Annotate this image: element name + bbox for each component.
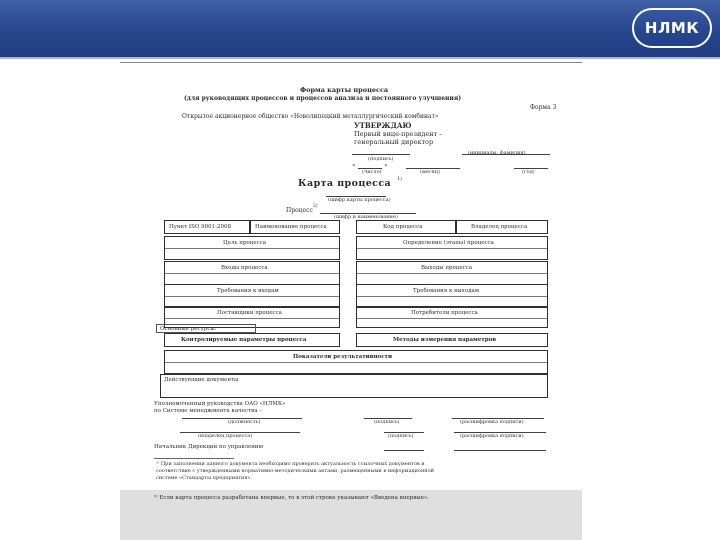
agreed-initials-line xyxy=(454,450,546,451)
header-divider xyxy=(0,57,720,59)
outputs-box xyxy=(356,261,548,285)
consumers-divider xyxy=(357,318,547,319)
approve-label: УТВЕРЖДАЮ xyxy=(354,121,412,130)
owner-signature-caption: (подпись) xyxy=(388,433,414,439)
process-code-header: Код процесса xyxy=(383,224,423,230)
signature-line xyxy=(352,154,410,155)
measure-methods-label: Методы измерения параметров xyxy=(393,337,497,343)
output-reqs-label: Требования к выходам xyxy=(413,288,480,294)
footnote-separator xyxy=(154,458,234,459)
representative-line-1: Уполномоченный руководства ОАО «НЛМК» xyxy=(154,401,286,407)
outputs-label: Выходы процесса xyxy=(421,265,473,271)
date-quote-open: « xyxy=(352,162,356,169)
footnote-2: ²⁾ Если карта процесса разработана впервые, то в этой строке указывают «Введена впервые». xyxy=(154,495,430,501)
process-goal-box xyxy=(164,236,340,260)
inputs-box xyxy=(164,261,340,285)
card-code-caption: (шифр карты процесса) xyxy=(328,197,391,203)
initials-caption: (инициалы, фамилия) xyxy=(468,150,526,156)
rep-post-caption: (должность) xyxy=(228,419,261,425)
controlled-params-box xyxy=(164,333,340,347)
signature-caption: (подпись) xyxy=(368,156,394,162)
approver-line-1: Первый вице-президент – xyxy=(354,130,443,138)
footnote-strip xyxy=(120,490,582,540)
footnote-1-line-1: ¹⁾ При заполнении данного документа необходимо проверить актуальность ссылочных документов и xyxy=(156,461,425,467)
iso-clause-label: Пункт ISO 9001:2008 xyxy=(169,224,231,230)
process-name-caption: (шифр и наименование) xyxy=(334,214,398,220)
performance-divider xyxy=(165,362,547,363)
process-code-cell xyxy=(356,220,456,234)
performance-indicators-label: Показатели результативности xyxy=(293,354,393,360)
footnote-1-line-2: соответствие с утвержденными нормативно-методическими актами, размещенными в информационной xyxy=(156,468,434,474)
header-banner xyxy=(0,0,720,58)
documents-label: Действующие документы xyxy=(164,377,239,383)
card-title: Карта процесса xyxy=(298,178,392,189)
representative-line-2: по Системе менеджмента качества – xyxy=(154,408,263,414)
consumers-box xyxy=(356,306,548,328)
form-subtitle: (для руководящих процессов и процессов анализа и постоянного улучшения) xyxy=(184,95,462,102)
agreed-label: Начальник Дирекции по управлению xyxy=(154,444,264,450)
date-month-caption: (месяц) xyxy=(420,169,440,175)
suppliers-label: Поставщики процесса xyxy=(217,310,282,316)
process-stages-box xyxy=(356,236,548,260)
inputs-label: Входы процесса xyxy=(221,265,268,271)
form-title: Форма карты процесса xyxy=(300,86,389,94)
process-label: Процесс xyxy=(286,207,313,214)
input-reqs-label: Требования к входам xyxy=(217,288,279,294)
process-stages-divider xyxy=(357,248,547,249)
scan-top-border xyxy=(120,62,582,63)
rep-initials-caption: (расшифровка подписи) xyxy=(460,419,524,425)
suppliers-divider xyxy=(165,318,339,319)
date-year-caption: (год) xyxy=(522,169,535,175)
process-owner-header: Владелец процесса xyxy=(471,224,528,230)
process-goal-label: Цель процесса xyxy=(223,240,267,246)
process-sup: 2) xyxy=(313,204,318,209)
owner-initials-caption: (расшифровка подписи) xyxy=(460,433,524,439)
resources-label: Основные ресурсы: xyxy=(160,326,217,332)
consumers-label: Потребители процесса xyxy=(411,310,478,316)
card-title-sup: 1) xyxy=(397,176,403,182)
company-line: Открытое акционерное общество «Новолипецкий металлургический комбинат» xyxy=(182,113,439,120)
footnote-1-line-3: системе «Стандарты предприятия». xyxy=(156,475,253,481)
resources-cell xyxy=(156,324,256,333)
agreed-signature-line xyxy=(384,450,424,451)
output-reqs-divider xyxy=(357,296,547,297)
rep-signature-caption: (подпись) xyxy=(374,419,400,425)
process-name-header: Наименование процесса xyxy=(255,224,327,230)
process-name-cell xyxy=(250,220,340,234)
performance-indicators-box xyxy=(164,350,548,374)
approver-line-2: генеральный директор xyxy=(354,138,434,146)
process-owner-cell xyxy=(456,220,548,234)
input-reqs-divider xyxy=(165,296,339,297)
output-reqs-box xyxy=(356,284,548,308)
documents-box xyxy=(160,374,548,398)
date-day-caption: (число) xyxy=(362,169,382,175)
process-stages-label: Определение (этапы) процесса xyxy=(403,240,494,246)
input-reqs-box xyxy=(164,284,340,308)
nlmk-logo: НЛМК xyxy=(632,8,712,48)
date-quote-close: » xyxy=(384,162,388,169)
process-goal-divider xyxy=(165,248,339,249)
owner-caption: (владелец процесса) xyxy=(198,433,253,439)
outputs-divider xyxy=(357,273,547,274)
controlled-params-label: Контролируемые параметры процесса xyxy=(181,337,307,343)
inputs-divider xyxy=(165,273,339,274)
form-number: Форма 3 xyxy=(530,104,557,111)
measure-methods-box xyxy=(356,333,548,347)
scanned-form xyxy=(120,62,582,540)
iso-clause-cell xyxy=(164,220,250,234)
